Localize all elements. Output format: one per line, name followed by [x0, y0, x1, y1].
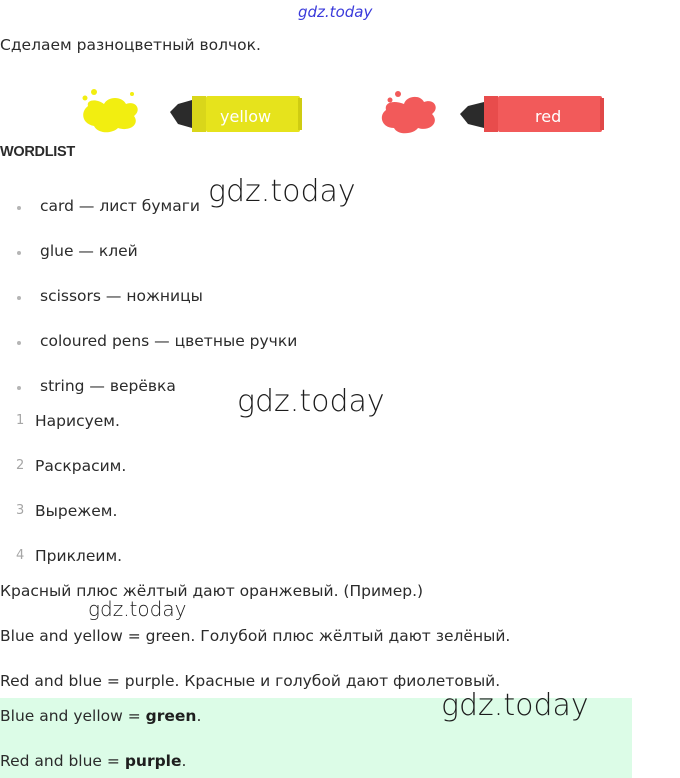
bullet-icon	[17, 251, 21, 255]
step-number: 2	[16, 458, 25, 473]
wordlist-item: coloured pens — цветные ручки	[40, 332, 298, 350]
watermark-top: gdz.today	[298, 3, 373, 21]
red-marker-illustration	[376, 88, 608, 138]
step-text: Нарисуем.	[35, 412, 120, 430]
answer-bold: green	[145, 707, 197, 725]
step-number: 3	[16, 503, 25, 518]
bullet-icon	[17, 206, 21, 210]
wordlist-item: scissors — ножницы	[40, 287, 203, 305]
watermark: gdz.today	[441, 688, 589, 723]
answer-line: Blue and yellow = green.	[0, 707, 202, 725]
bullet-icon	[17, 386, 21, 390]
step-number: 1	[16, 413, 25, 428]
wordlist-item: string — верёвка	[40, 377, 176, 395]
intro-text: Сделаем разноцветный волчок.	[0, 36, 261, 54]
watermark: gdz.today	[88, 597, 187, 621]
yellow-marker-label: yellow	[220, 107, 272, 126]
watermark: gdz.today	[208, 174, 356, 209]
bullet-icon	[17, 296, 21, 300]
example-line: Красный плюс жёлтый дают оранжевый. (Пример.)	[0, 582, 424, 600]
red-marker-label: red	[535, 107, 562, 126]
wordlist-item: card — лист бумаги	[40, 197, 200, 215]
explanation-line: Red and blue = purple. Красные и голубой дают фиолетовый.	[0, 672, 501, 690]
bullet-icon	[17, 341, 21, 345]
explanation-line: Blue and yellow = green. Голубой плюс жёлтый дают зелёный.	[0, 627, 511, 645]
wordlist-item: glue — клей	[40, 242, 138, 260]
yellow-splash-icon	[83, 89, 138, 132]
red-splash-icon	[382, 91, 436, 133]
watermark: gdz.today	[237, 384, 385, 419]
answer-bold: purple	[124, 752, 182, 770]
step-text: Приклеим.	[35, 547, 123, 565]
yellow-marker-illustration	[74, 88, 306, 138]
step-text: Вырежем.	[35, 502, 118, 520]
wordlist-heading: WORDLIST	[0, 144, 75, 160]
step-text: Раскрасим.	[35, 457, 127, 475]
step-number: 4	[16, 548, 25, 563]
red-marker-icon	[460, 96, 604, 132]
answer-line: Red and blue = purple.	[0, 752, 187, 770]
